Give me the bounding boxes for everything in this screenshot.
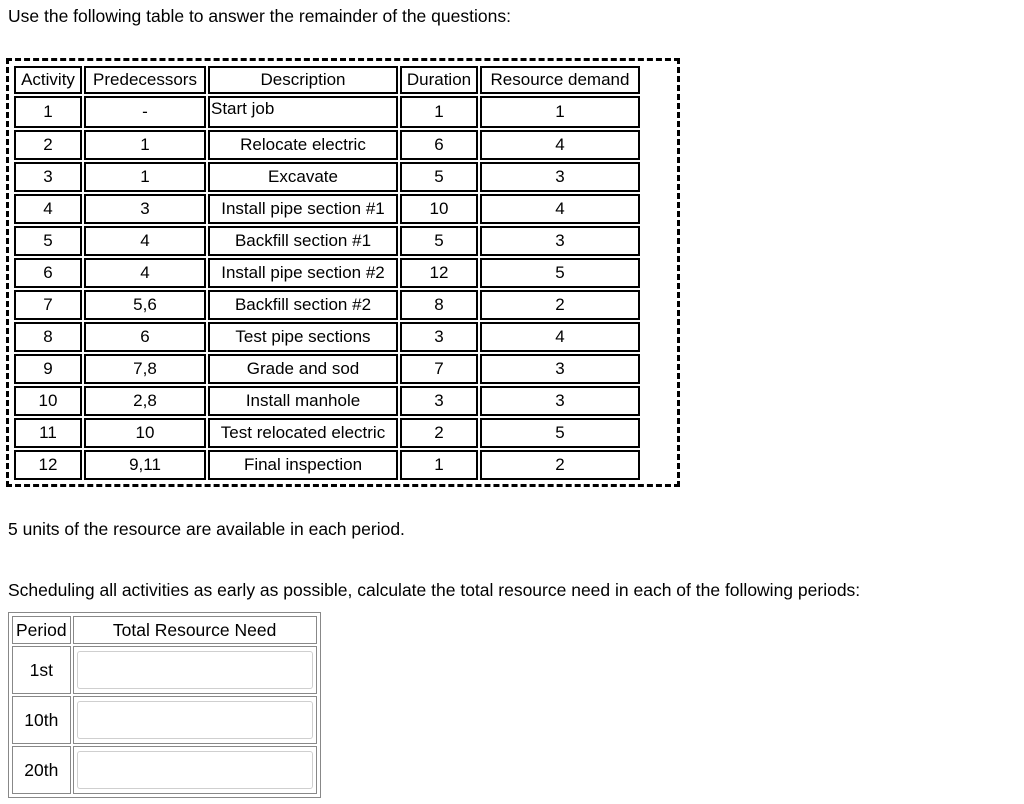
table-row	[14, 418, 640, 448]
answer-input-period-1[interactable]	[77, 651, 313, 689]
cell-duration: 6	[400, 130, 478, 160]
cell-resource-demand: 4	[480, 130, 640, 160]
period-label: 1st	[12, 646, 71, 694]
cell-activity: 4	[14, 194, 82, 224]
table-row	[14, 96, 640, 128]
cell-predecessors: 1	[84, 130, 206, 160]
cell-predecessors: 4	[84, 226, 206, 256]
cell-predecessors: 4	[84, 258, 206, 288]
cell-resource-demand: 5	[480, 418, 640, 448]
answer-cell	[73, 696, 317, 744]
cell-description: Relocate electric	[208, 130, 398, 160]
cell-resource-demand: 4	[480, 194, 640, 224]
cell-duration: 12	[400, 258, 478, 288]
cell-activity: 7	[14, 290, 82, 320]
cell-duration: 8	[400, 290, 478, 320]
cell-duration: 1	[400, 96, 478, 128]
cell-description: Grade and sod	[208, 354, 398, 384]
cell-duration: 10	[400, 194, 478, 224]
cell-predecessors: 7,8	[84, 354, 206, 384]
cell-duration: 5	[400, 162, 478, 192]
cell-activity: 8	[14, 322, 82, 352]
cell-description: Install pipe section #1	[208, 194, 398, 224]
cell-resource-demand: 3	[480, 226, 640, 256]
table-row	[12, 696, 317, 744]
cell-activity: 2	[14, 130, 82, 160]
cell-duration: 1	[400, 450, 478, 480]
answer-input-period-10[interactable]	[77, 701, 313, 739]
cell-resource-demand: 3	[480, 386, 640, 416]
cell-duration: 7	[400, 354, 478, 384]
cell-activity: 1	[14, 96, 82, 128]
cell-description: Install manhole	[208, 386, 398, 416]
cell-duration: 2	[400, 418, 478, 448]
cell-predecessors: 5,6	[84, 290, 206, 320]
table-row	[14, 354, 640, 384]
cell-predecessors: 9,11	[84, 450, 206, 480]
activity-table	[12, 64, 642, 482]
answer-table-container	[8, 612, 321, 798]
cell-description: Start job	[208, 96, 398, 128]
cell-predecessors: 1	[84, 162, 206, 192]
answer-table-header-row	[12, 616, 317, 644]
cell-activity: 6	[14, 258, 82, 288]
header-predecessors: Predecessors	[84, 66, 206, 94]
resource-availability-note: 5 units of the resource are available in each period.	[8, 519, 405, 539]
cell-predecessors: 6	[84, 322, 206, 352]
cell-resource-demand: 3	[480, 162, 640, 192]
cell-resource-demand: 5	[480, 258, 640, 288]
cell-predecessors: 3	[84, 194, 206, 224]
table-row	[14, 290, 640, 320]
table-row	[14, 130, 640, 160]
cell-predecessors: -	[84, 96, 206, 128]
cell-description: Install pipe section #2	[208, 258, 398, 288]
cell-resource-demand: 1	[480, 96, 640, 128]
table-row	[14, 322, 640, 352]
header-resource-demand: Resource demand	[480, 66, 640, 94]
question-text: Scheduling all activities as early as possible, calculate the total resource need in each of the following periods:	[8, 580, 861, 600]
activity-table-container	[6, 58, 680, 487]
cell-resource-demand: 2	[480, 290, 640, 320]
header-duration: Duration	[400, 66, 478, 94]
cell-description: Final inspection	[208, 450, 398, 480]
table-row	[12, 746, 317, 794]
answer-cell	[73, 746, 317, 794]
answer-cell	[73, 646, 317, 694]
activity-table-header-row	[14, 66, 640, 94]
table-row	[14, 258, 640, 288]
cell-activity: 11	[14, 418, 82, 448]
cell-activity: 5	[14, 226, 82, 256]
table-row	[14, 386, 640, 416]
cell-duration: 3	[400, 386, 478, 416]
answer-input-period-20[interactable]	[77, 751, 313, 789]
table-row	[14, 450, 640, 480]
cell-description: Test relocated electric	[208, 418, 398, 448]
cell-predecessors: 10	[84, 418, 206, 448]
cell-predecessors: 2,8	[84, 386, 206, 416]
cell-resource-demand: 4	[480, 322, 640, 352]
cell-description: Backfill section #1	[208, 226, 398, 256]
period-label: 20th	[12, 746, 71, 794]
header-total-resource-need: Total Resource Need	[73, 616, 317, 644]
cell-duration: 5	[400, 226, 478, 256]
cell-activity: 10	[14, 386, 82, 416]
cell-resource-demand: 2	[480, 450, 640, 480]
cell-description: Backfill section #2	[208, 290, 398, 320]
intro-text: Use the following table to answer the remainder of the questions:	[8, 6, 511, 26]
table-row	[12, 646, 317, 694]
cell-resource-demand: 3	[480, 354, 640, 384]
cell-activity: 9	[14, 354, 82, 384]
cell-activity: 12	[14, 450, 82, 480]
cell-description: Test pipe sections	[208, 322, 398, 352]
period-label: 10th	[12, 696, 71, 744]
header-description: Description	[208, 66, 398, 94]
table-row	[14, 162, 640, 192]
cell-description: Excavate	[208, 162, 398, 192]
table-row	[14, 226, 640, 256]
cell-activity: 3	[14, 162, 82, 192]
cell-duration: 3	[400, 322, 478, 352]
header-activity: Activity	[14, 66, 82, 94]
header-period: Period	[12, 616, 71, 644]
answer-table	[10, 614, 319, 796]
table-row	[14, 194, 640, 224]
